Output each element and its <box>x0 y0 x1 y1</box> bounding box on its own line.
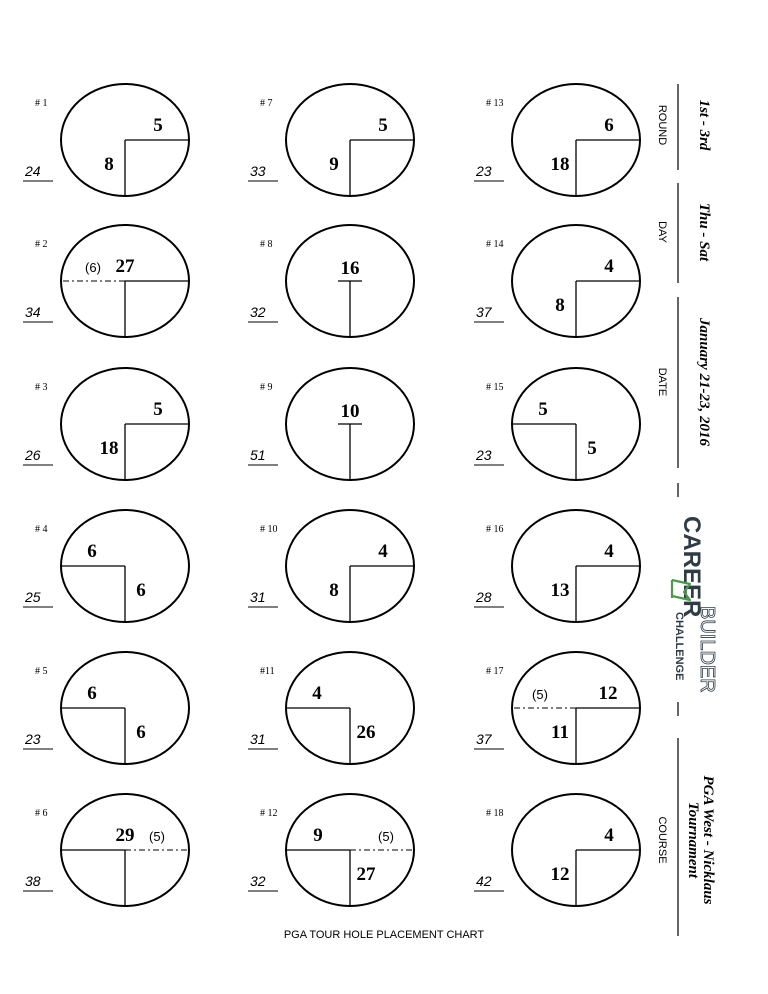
hole-number: # 18 <box>486 808 504 819</box>
pin-from-front: 16 <box>340 258 360 279</box>
hole-depth: 37 <box>476 304 492 320</box>
logo-career: CAREER <box>678 516 705 618</box>
holes-grid <box>23 84 640 906</box>
pin-alt-distance: (5) <box>532 687 548 702</box>
hole-7 <box>248 84 414 196</box>
hole-11 <box>248 652 414 764</box>
pin-from-edge: 4 <box>378 541 388 562</box>
pin-from-edge: 6 <box>87 683 97 704</box>
hole-9 <box>248 368 414 480</box>
pin-from-edge: 4 <box>604 825 614 846</box>
pin-from-front: 5 <box>587 438 597 459</box>
hole-16 <box>474 510 640 622</box>
date-value: January 21-23, 2016 <box>696 318 712 446</box>
hole-8 <box>248 225 414 337</box>
hole-number: # 8 <box>260 239 273 250</box>
pin-from-front: 8 <box>329 580 339 601</box>
pin-from-front: 11 <box>551 722 569 743</box>
hole-depth: 33 <box>250 163 266 179</box>
pin-from-edge: 4 <box>604 541 614 562</box>
logo-builder: BUILDER <box>696 606 718 693</box>
course-line-1: PGA West - Nicklaus <box>700 775 716 905</box>
hole-number: # 3 <box>35 382 48 393</box>
hole-18 <box>474 794 640 906</box>
hole-number: # 14 <box>486 239 504 250</box>
hole-depth: 42 <box>476 873 492 889</box>
hole-number: # 10 <box>260 524 278 535</box>
hole-depth: 32 <box>250 304 266 320</box>
pin-from-front: 26 <box>356 722 376 743</box>
course-label: COURSE <box>656 816 668 864</box>
pin-from-edge: 6 <box>87 541 97 562</box>
hole-13 <box>474 84 640 196</box>
pin-from-edge: 6 <box>604 115 614 136</box>
hole-2 <box>23 225 189 337</box>
hole-depth: 34 <box>25 304 41 320</box>
hole-14 <box>474 225 640 337</box>
pin-from-front: 13 <box>550 580 570 601</box>
hole-number: # 9 <box>260 382 273 393</box>
info-sidebar <box>656 84 718 936</box>
pin-from-edge: 9 <box>313 825 323 846</box>
hole-depth: 28 <box>476 589 492 605</box>
hole-number: # 1 <box>35 98 48 109</box>
hole-number: # 5 <box>35 666 48 677</box>
pin-from-edge: 5 <box>538 399 548 420</box>
pin-from-front: 10 <box>340 401 360 422</box>
hole-12 <box>248 794 414 906</box>
hole-depth: 51 <box>250 447 266 463</box>
hole-number: # 7 <box>260 98 273 109</box>
pin-from-edge: 4 <box>604 256 614 277</box>
pin-from-front: 8 <box>555 295 565 316</box>
hole-depth: 24 <box>25 163 41 179</box>
logo-challenge: CHALLENGE <box>673 612 685 681</box>
pin-from-front: 6 <box>136 580 146 601</box>
hole-number: # 16 <box>486 524 504 535</box>
pin-from-edge: 4 <box>312 683 322 704</box>
hole-depth: 26 <box>25 447 41 463</box>
hole-number: # 2 <box>35 239 48 250</box>
pin-alt-distance: (6) <box>85 260 101 275</box>
hole-depth: 38 <box>25 873 41 889</box>
hole-depth: 37 <box>476 731 492 747</box>
day-value: Thu - Sat <box>696 202 712 262</box>
pin-alt-distance: (5) <box>149 829 165 844</box>
pin-from-edge: 12 <box>598 683 618 704</box>
hole-number: # 15 <box>486 382 504 393</box>
hole-depth: 23 <box>25 731 41 747</box>
hole-number: # 4 <box>35 524 48 535</box>
hole-number: # 12 <box>260 808 278 819</box>
course-line-2: Tournament <box>685 801 701 879</box>
hole-17 <box>474 652 640 764</box>
pin-from-edge: 5 <box>153 399 163 420</box>
pin-from-front: 18 <box>550 154 570 175</box>
hole-depth: 25 <box>25 589 41 605</box>
pin-from-front: 18 <box>99 438 119 459</box>
pin-from-edge: 5 <box>378 115 388 136</box>
hole-15 <box>474 368 640 480</box>
pin-from-front: 6 <box>136 722 146 743</box>
hole-depth: 31 <box>250 731 266 747</box>
pin-from-edge: 5 <box>153 115 163 136</box>
hole-number: # 6 <box>35 808 48 819</box>
hole-3 <box>23 368 189 480</box>
hole-number: #11 <box>260 666 275 677</box>
careerbuilder-logo <box>672 516 718 693</box>
page-footer: PGA TOUR HOLE PLACEMENT CHART <box>283 929 485 941</box>
pin-alt-distance: (5) <box>378 829 394 844</box>
pin-from-front: 27 <box>356 864 376 885</box>
hole-depth: 32 <box>250 873 266 889</box>
round-label: ROUND <box>656 104 668 146</box>
pin-from-front: 9 <box>329 154 339 175</box>
hole-number: # 17 <box>486 666 504 677</box>
hole-6 <box>23 794 189 906</box>
hole-5 <box>23 652 189 764</box>
pin-from-front: 27 <box>115 256 135 277</box>
date-label: DATE <box>656 367 668 397</box>
hole-depth: 23 <box>476 163 492 179</box>
hole-10 <box>248 510 414 622</box>
hole-depth: 31 <box>250 589 266 605</box>
hole-number: # 13 <box>486 98 504 109</box>
pin-from-front: 29 <box>115 825 135 846</box>
hole-depth: 23 <box>476 447 492 463</box>
round-value: 1st - 3rd <box>696 99 712 151</box>
pin-from-front: 12 <box>550 864 570 885</box>
hole-4 <box>23 510 189 622</box>
hole-1 <box>23 84 189 196</box>
day-label: DAY <box>656 221 668 243</box>
pin-from-front: 8 <box>104 154 114 175</box>
